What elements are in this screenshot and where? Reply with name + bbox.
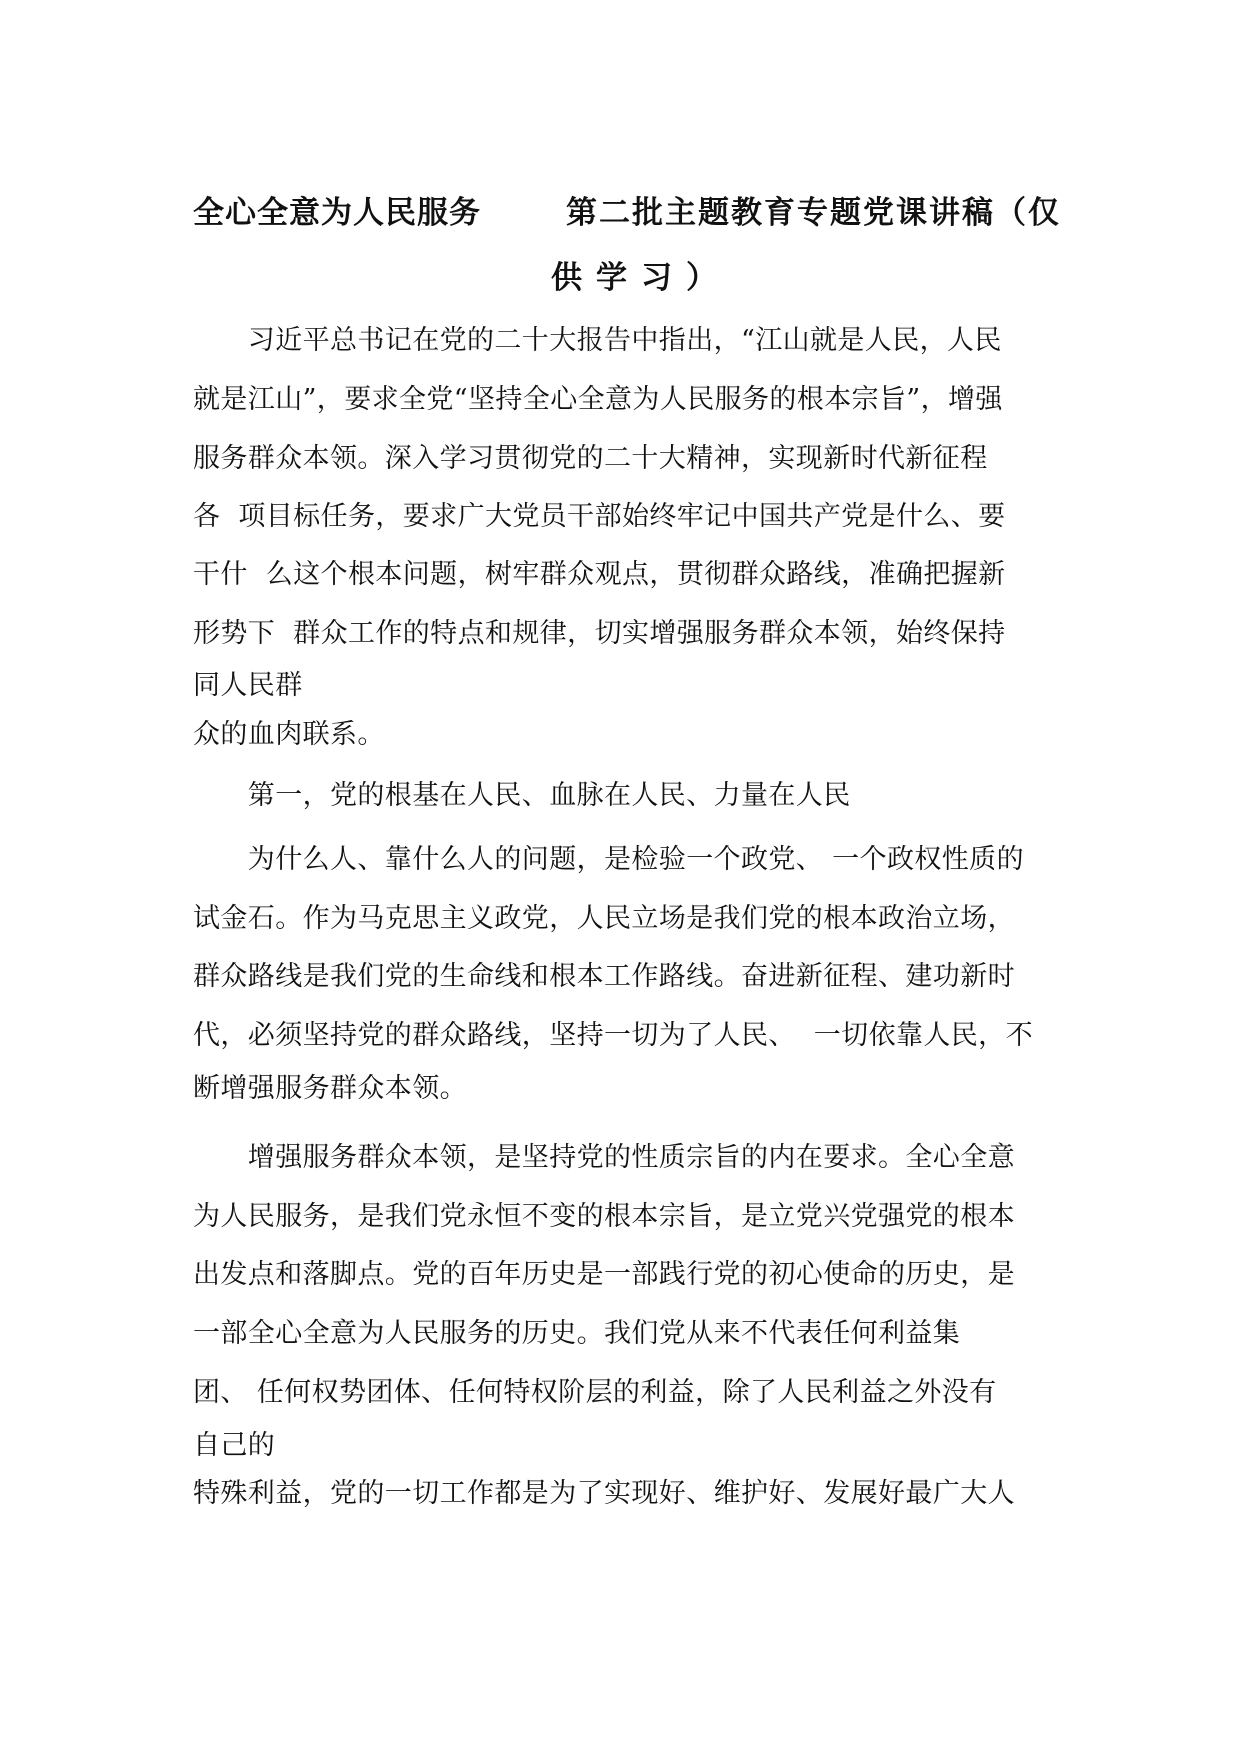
body-line: 特殊利益，党的一切工作都是为了实现好、维护好、发展好最广大人 <box>193 1478 1015 1509</box>
body-line: 同人民群 <box>193 670 303 701</box>
body-line: 干什 么这个根本问题，树牢群众观点，贯彻群众路线，准确把握新 <box>193 559 1006 590</box>
body-line: 服务群众本领。深入学习贯彻党的二十大精神，实现新时代新征程 <box>193 443 988 474</box>
body-line: 出发点和落脚点。党的百年历史是一部践行党的初心使命的历史，是 <box>193 1259 1015 1290</box>
section-heading: 第一，党的根基在人民、血脉在人民、力量在人民 <box>193 780 851 811</box>
body-line: 代，必须坚持党的群众路线，坚持一切为了人民、 一切依靠人民，不 <box>193 1020 1033 1051</box>
document-title-part2: 第二批主题教育专题党课讲稿（仅 <box>566 195 1061 231</box>
body-line: 群众路线是我们党的生命线和根本工作路线。奋进新征程、建功新时 <box>193 961 1015 992</box>
body-line: 为人民服务，是我们党永恒不变的根本宗旨，是立党兴党强党的根本 <box>193 1201 1015 1232</box>
body-line: 自己的 <box>193 1430 276 1461</box>
body-line: 一部全心全意为人民服务的历史。我们党从来不代表任何利益集 <box>193 1318 961 1349</box>
body-line: 就是江山”，要求全党“坚持全心全意为人民服务的根本宗旨”，增强 <box>193 384 1003 415</box>
document-title-part1: 全心全意为人民服务 <box>193 195 481 231</box>
body-line: 断增强服务群众本领。 <box>193 1073 467 1104</box>
document-title-line2: 供学习） <box>551 260 731 296</box>
body-line: 为什么人、靠什么人的问题，是检验一个政党、 一个政权性质的 <box>193 844 1024 875</box>
body-line: 团、 任何权势团体、任何特权阶层的利益，除了人民利益之外没有 <box>193 1377 997 1408</box>
body-line: 习近平总书记在党的二十大报告中指出，“江山就是人民，人民 <box>193 325 1002 356</box>
body-line: 众的血肉联系。 <box>193 719 385 750</box>
body-line: 形势下 群众工作的特点和规律，切实增强服务群众本领，始终保持 <box>193 618 1006 649</box>
body-line: 增强服务群众本领，是坚持党的性质宗旨的内在要求。全心全意 <box>193 1142 1015 1173</box>
body-line: 各 项目标任务，要求广大党员干部始终牢记中国共产党是什么、要 <box>193 501 1006 532</box>
body-line: 试金石。作为马克思主义政党，人民立场是我们党的根本政治立场， <box>193 903 1015 934</box>
